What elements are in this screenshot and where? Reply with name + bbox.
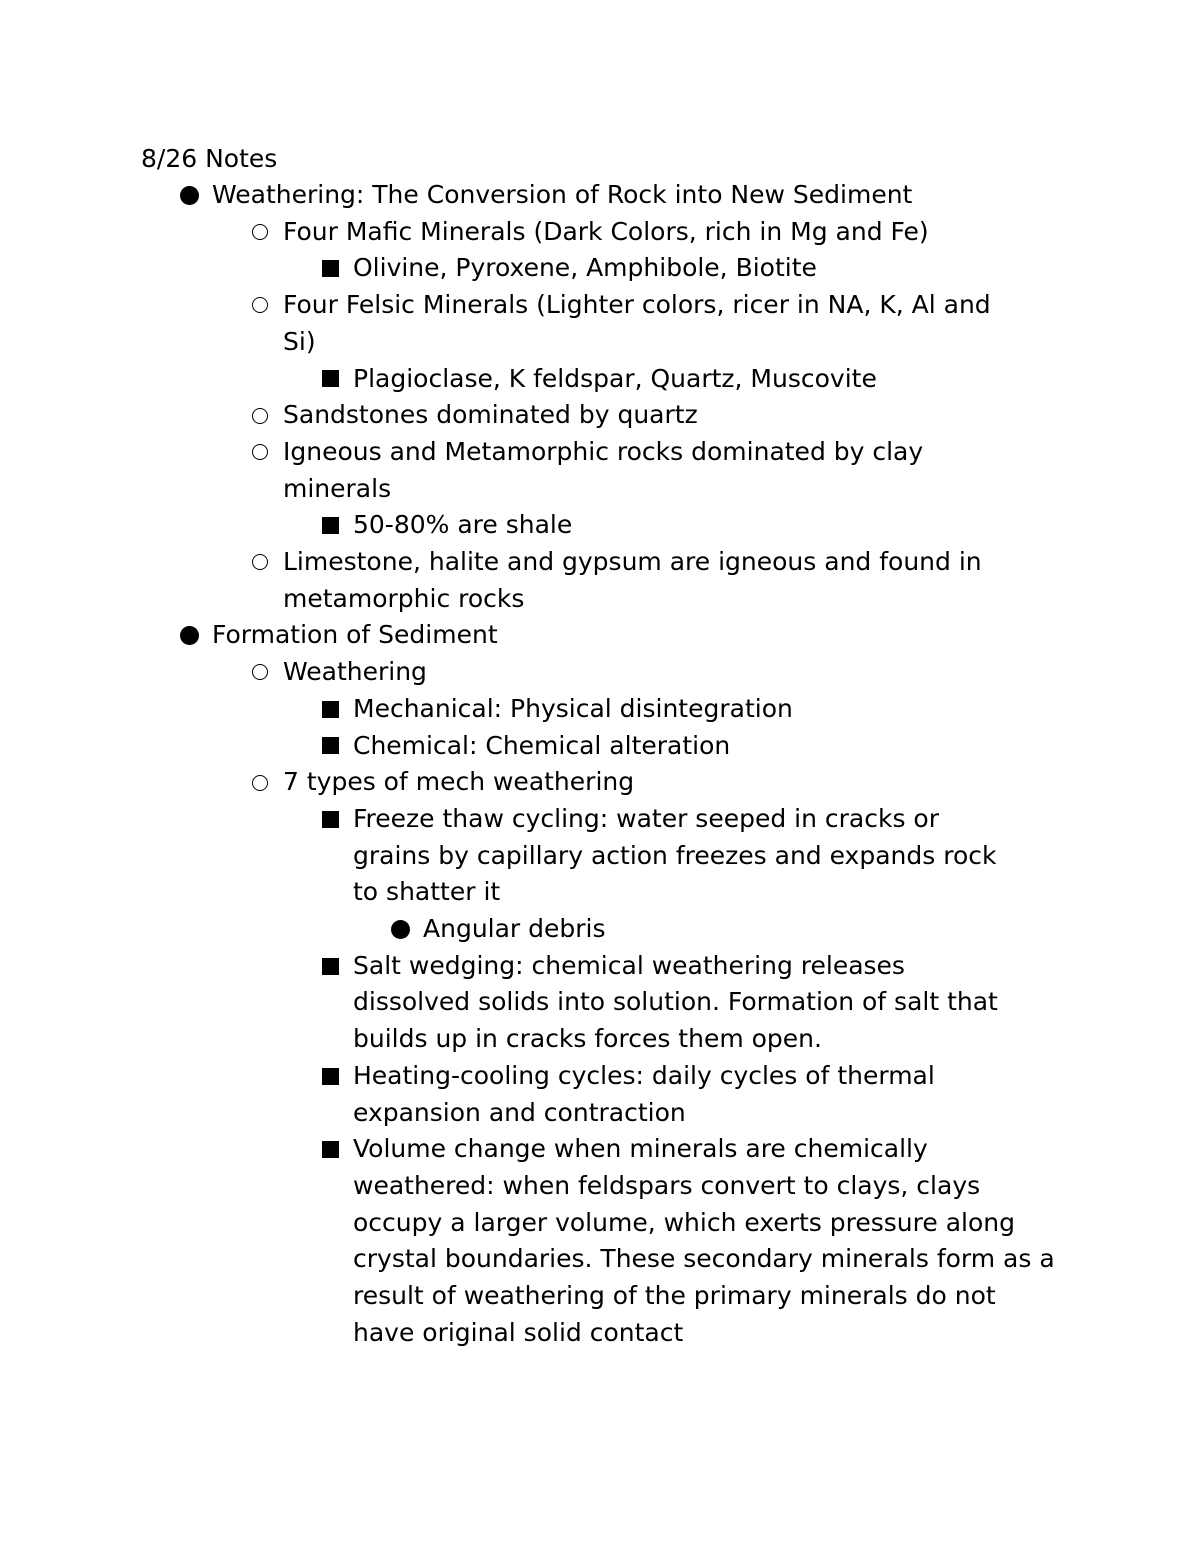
list-item-chemical bbox=[353, 728, 1141, 765]
list-item-text: Chemical: Chemical alteration bbox=[353, 730, 731, 760]
page-title: 8/26 Notes bbox=[141, 144, 278, 173]
list-item-mafic bbox=[283, 214, 1141, 251]
list-item-mafic-minerals bbox=[353, 250, 1141, 287]
list-item-shale bbox=[353, 507, 1141, 544]
square-bullet-icon bbox=[319, 1131, 341, 1168]
list-item-heating-cooling bbox=[353, 1058, 1141, 1131]
square-bullet-icon bbox=[319, 691, 341, 728]
square-bullet-icon bbox=[319, 1058, 341, 1095]
square-bullet-icon bbox=[319, 507, 341, 544]
hollow-circle-bullet-icon bbox=[249, 287, 271, 324]
hollow-circle-bullet-icon bbox=[249, 764, 271, 801]
list-item-igneous bbox=[283, 434, 1141, 507]
list-item-text: Heating-cooling cycles: daily cycles of thermal expansion and contraction bbox=[353, 1060, 935, 1127]
square-bullet-icon bbox=[319, 361, 341, 398]
list-item-text: Olivine, Pyroxene, Amphibole, Biotite bbox=[353, 253, 817, 283]
list-item-text: Limestone, halite and gypsum are igneous and found in metamorphic rocks bbox=[283, 547, 982, 613]
list-item-text: Weathering bbox=[283, 657, 427, 687]
square-bullet-icon bbox=[319, 948, 341, 985]
hollow-circle-bullet-icon bbox=[249, 214, 271, 251]
list-item-felsic bbox=[283, 287, 1141, 360]
list-item-text: Four Felsic Minerals (Lighter colors, ricer in NA, K, Al and Si) bbox=[283, 290, 991, 356]
list-item-text: Sandstones dominated by quartz bbox=[283, 400, 698, 430]
list-item-text: Four Mafic Minerals (Dark Colors, rich in Mg and Fe) bbox=[283, 216, 929, 246]
square-bullet-icon bbox=[319, 801, 341, 838]
hollow-circle-bullet-icon bbox=[249, 434, 271, 471]
list-item-text: Freeze thaw cycling: water seeped in cracks or grains by capillary action freezes and expands rock to shatter it bbox=[353, 803, 997, 907]
list-item-weathering-sub bbox=[283, 654, 1141, 691]
hollow-circle-bullet-icon bbox=[249, 654, 271, 691]
filled-circle-bullet-icon bbox=[178, 617, 200, 654]
list-item-text: Weathering: The Conversion of Rock into New Sediment bbox=[212, 180, 913, 209]
list-item-text: Igneous and Metamorphic rocks dominated by clay minerals bbox=[283, 436, 924, 503]
list-item-salt-wedging bbox=[353, 948, 1141, 1058]
square-bullet-icon bbox=[319, 250, 341, 287]
list-item-text: Salt wedging: chemical weathering releases dissolved solids into solution. Formation of salt that builds up in cracks forces them open. bbox=[353, 950, 998, 1054]
list-item-mech-types bbox=[283, 764, 1141, 801]
list-item-text: Formation of Sediment bbox=[212, 620, 498, 650]
list-item-freeze-thaw bbox=[353, 801, 1141, 911]
list-item-text: Mechanical: Physical disintegration bbox=[353, 693, 793, 723]
list-item-text: Angular debris bbox=[423, 914, 606, 944]
list-item-mechanical bbox=[353, 691, 1141, 728]
list-item-angular-debris bbox=[423, 911, 1141, 948]
list-item-text: Volume change when minerals are chemically weathered: when feldspars convert to clays, clays occupy a larger volume, which exerts pressure along crystal boundaries. These secondary minerals form as a result of weathering of the primary minerals do not have original solid contact bbox=[353, 1134, 1055, 1347]
list-item-sandstones bbox=[283, 397, 1141, 434]
list-item-text: 50-80% are shale bbox=[353, 510, 573, 540]
list-item-text: 7 types of mech weathering bbox=[283, 767, 635, 797]
hollow-circle-bullet-icon bbox=[249, 397, 271, 434]
list-item-volume-change bbox=[353, 1131, 1141, 1351]
filled-circle-bullet-icon bbox=[389, 911, 411, 948]
notes-page bbox=[141, 140, 1141, 1352]
hollow-circle-bullet-icon bbox=[249, 544, 271, 581]
square-bullet-icon bbox=[319, 728, 341, 765]
list-item-limestone bbox=[283, 544, 1141, 617]
list-item-formation bbox=[212, 617, 1141, 654]
list-item-weathering bbox=[212, 177, 1141, 214]
filled-circle-bullet-icon bbox=[178, 177, 200, 214]
list-item-felsic-minerals bbox=[353, 361, 1141, 398]
list-item-text: Plagioclase, K feldspar, Quartz, Muscovite bbox=[353, 363, 877, 393]
